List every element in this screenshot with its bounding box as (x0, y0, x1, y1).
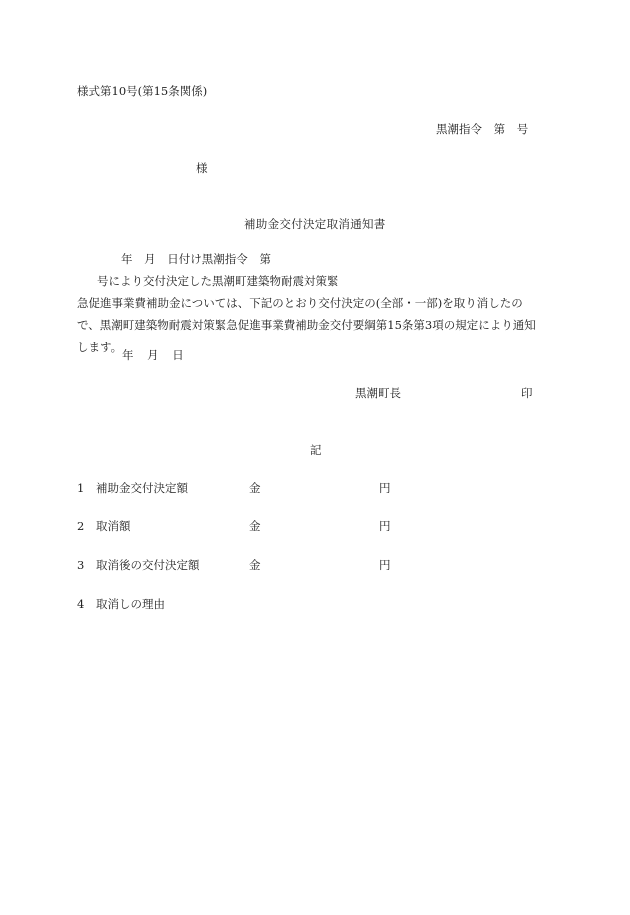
item-yen: 円 (379, 481, 391, 495)
document-title: 補助金交付決定取消通知書 (244, 217, 386, 231)
form-label: 様式第10号(第15条関係) (77, 84, 208, 98)
body-line-4: します。 (77, 340, 123, 354)
body-line-1b: 号により交付決定した黒潮町建築物耐震対策緊 (97, 274, 339, 288)
issue-date: 年 月 日 (122, 348, 184, 362)
item-number: 4 (77, 597, 85, 611)
item-label: 取消額 (96, 519, 131, 533)
addressee-suffix: 様 (196, 161, 208, 175)
body-paragraph (77, 248, 555, 358)
body-line-1a: 年 月 日付け黒潮指令 第 (121, 252, 271, 266)
item-label: 補助金交付決定額 (96, 481, 188, 495)
item-yen: 円 (379, 519, 391, 533)
body-line-3: で、黒潮町建築物耐震対策緊急促進事業費補助金交付要綱第15条第3項の規定により通知 (77, 318, 536, 332)
item-label: 取消後の交付決定額 (96, 558, 200, 572)
item-number: 3 (77, 558, 85, 572)
ki-heading: 記 (310, 443, 322, 457)
item-yen: 円 (379, 558, 391, 572)
reference-number: 黒潮指令 第 号 (436, 122, 529, 136)
item-kin: 金 (249, 519, 261, 533)
item-label: 取消しの理由 (96, 597, 165, 611)
body-line-2: 急促進事業費補助金については、下記のとおり交付決定の(全部・一部)を取り消したの (77, 296, 523, 310)
issuer-name: 黒潮町長 (355, 386, 401, 400)
item-kin: 金 (249, 481, 261, 495)
seal-mark: 印 (521, 386, 533, 400)
item-number: 2 (77, 519, 85, 533)
item-kin: 金 (249, 558, 261, 572)
item-number: 1 (77, 481, 85, 495)
